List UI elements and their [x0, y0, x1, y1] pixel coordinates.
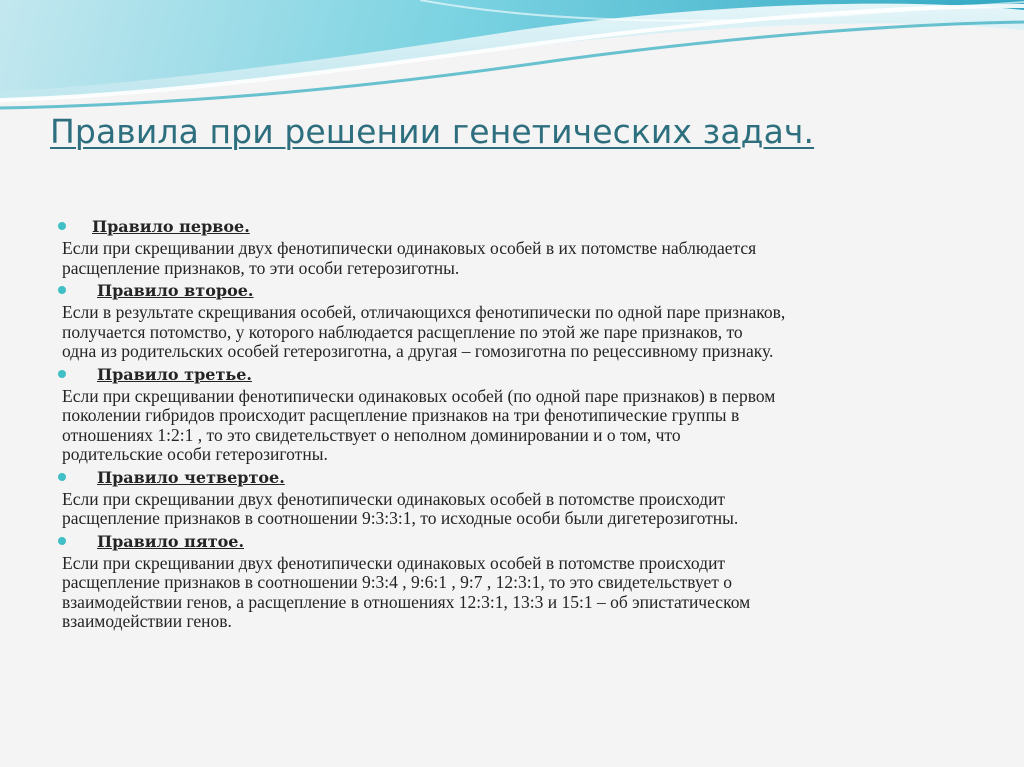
decorative-wave-banner [0, 0, 1024, 130]
rule-line: Если при скрещивании фенотипически одинаковых особей (по одной паре признаков) в первом [62, 385, 776, 406]
rule-body [58, 490, 988, 529]
bullet-icon [58, 370, 66, 378]
rule-item [58, 467, 988, 529]
rule-line: одна из родительских особей гетерозиготна, а другая – гомозиготна по рецессивному признаку. [62, 341, 774, 361]
rule-heading [97, 531, 244, 553]
rule-heading [92, 216, 250, 238]
rule-body [58, 239, 988, 278]
rule-heading [97, 467, 285, 489]
rule-heading-text: Правило первое [92, 217, 245, 236]
rule-line: расщепление признаков, то эти особи гетерозиготны. [62, 257, 460, 278]
rule-heading-suffix: . [244, 217, 250, 236]
bullet-icon [58, 537, 66, 545]
rule-body [58, 554, 988, 632]
rule-heading-text: Правило третье. [97, 364, 252, 384]
rule-body [58, 387, 988, 465]
rule-line: взаимодействии генов, а расщепление в отношениях 12:3:1, 13:3 и 15:1 – об эпистатическом [62, 591, 751, 612]
bullet-icon [58, 222, 66, 230]
rule-item [58, 280, 988, 362]
rule-line: Если при скрещивании двух фенотипически одинаковых особей в потомстве происходит [62, 552, 726, 573]
rule-line: расщепление признаков в соотношении 9:3:4 , 9:6:1 , 9:7 , 12:3:1, то это свидетельствует о [62, 572, 733, 592]
rule-heading [97, 280, 254, 302]
rule-line: расщепление признаков в соотношении 9:3:3:1, то исходные особи были дигетерозиготны. [62, 508, 739, 528]
rule-line: взаимодействии генов. [62, 611, 232, 631]
rule-item [58, 531, 988, 632]
rules-list [58, 216, 988, 634]
rule-line: Если при скрещивании двух фенотипически одинаковых особей в потомстве происходит [62, 488, 726, 509]
rule-line: получается потомство, у которого наблюдается расщепление по этой же паре признаков, то [62, 321, 743, 342]
rule-heading-text: Правило пятое. [97, 531, 245, 551]
rule-heading-text: Правило вторoе [97, 281, 248, 300]
rule-heading-text: Правило четвертое. [97, 467, 285, 487]
rule-line: отношениях 1:2:1 , то это свидетельствует о неполном доминировании и о том, что [62, 424, 681, 445]
slide-title: Правила при решении генетических задач. [50, 112, 815, 151]
rule-line: поколении гибридов происходит расщепление признаков на три фенотипические группы в [62, 405, 740, 425]
bullet-icon [58, 473, 66, 481]
rule-heading-suffix: . [247, 281, 254, 300]
rule-item [58, 364, 988, 465]
rule-item [58, 216, 988, 278]
rule-line: родительские особи гетерозиготны. [62, 444, 328, 464]
rule-line: Если в результате скрещивания особей, отличающихся фенотипически по одной паре признаков, [62, 302, 786, 322]
rule-line: Если при скрещивании двух фенотипически одинаковых особей в их потомстве наблюдается [62, 238, 757, 258]
bullet-icon [58, 286, 66, 294]
rule-body [58, 303, 988, 362]
rule-heading [97, 364, 252, 386]
